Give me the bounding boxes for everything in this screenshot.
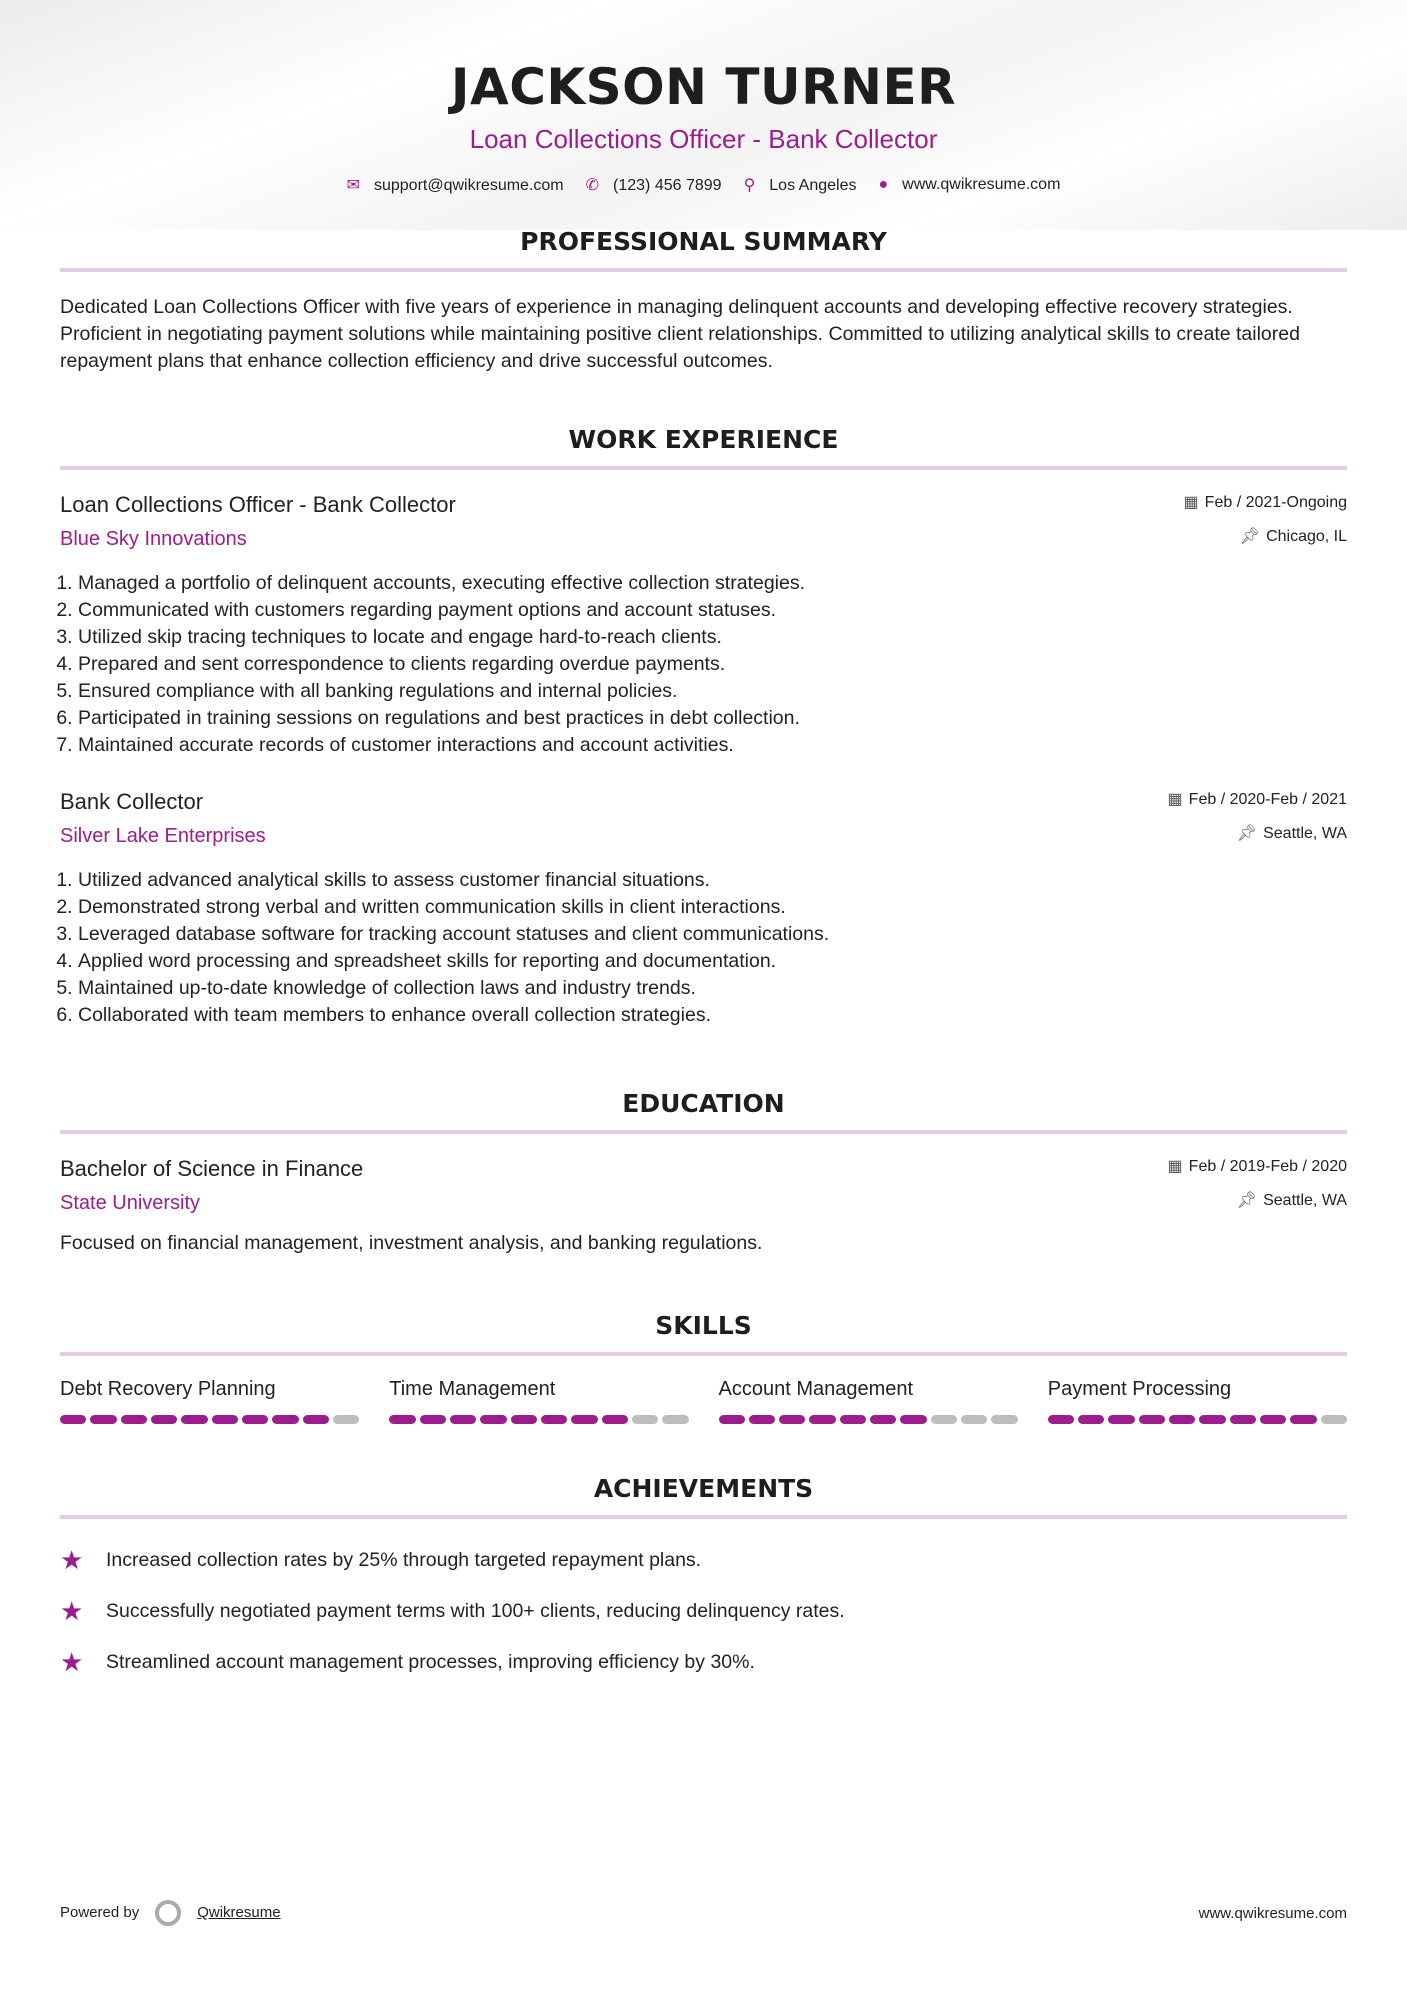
contact-email[interactable]: ✉ support@qwikresume.com <box>346 177 564 194</box>
job-duty: 3. Utilized skip tracing techniques to locate and engage hard-to-reach clients. <box>78 624 1347 651</box>
skill-level-segment <box>779 1415 805 1424</box>
job-title: Loan Collections Officer - Bank Collector <box>469 124 938 154</box>
skill-level-segment <box>870 1415 896 1424</box>
skill-level-segment <box>991 1415 1017 1424</box>
skill-item <box>1048 1378 1347 1424</box>
job-duty: 1. Managed a portfolio of delinquent accounts, executing effective collection strategies. <box>78 570 1347 597</box>
skill-level-segment <box>931 1415 957 1424</box>
skill-level-segment <box>1199 1415 1225 1424</box>
contact-phone[interactable]: ✆ (123) 456 7899 <box>585 177 722 194</box>
calendar-icon: ▦ <box>1183 494 1199 511</box>
skill-level-segment <box>749 1415 775 1424</box>
skill-level-segment <box>1108 1415 1134 1424</box>
job-duty: 2. Communicated with customers regarding payment options and account statuses. <box>78 597 1347 624</box>
job-duty: 3. Leveraged database software for tracking account statuses and client communications. <box>78 921 1347 948</box>
skill-level-segment <box>242 1415 268 1424</box>
footer <box>60 1900 1347 1926</box>
degree: Bachelor of Science in Finance <box>60 1156 364 1181</box>
map-marker-icon: ⚲ <box>743 177 756 194</box>
skill-level-segment <box>1169 1415 1195 1424</box>
skill-level-segment <box>389 1415 415 1424</box>
skill-level-segment <box>809 1415 835 1424</box>
company-name: Blue Sky Innovations <box>60 528 247 550</box>
skill-name: Debt Recovery Planning <box>60 1378 276 1400</box>
job-position: Loan Collections Officer - Bank Collector <box>60 492 456 517</box>
skill-level-segment <box>151 1415 177 1424</box>
section-title-skills: SKILLS <box>60 1311 1347 1356</box>
pin-icon: 📌︎ <box>1236 825 1258 842</box>
section-title-achievements: ACHIEVEMENTS <box>60 1474 1347 1519</box>
section-title-summary: PROFESSIONAL SUMMARY <box>60 227 1347 272</box>
skill-level-segment <box>511 1415 537 1424</box>
skill-level-segment <box>420 1415 446 1424</box>
pin-icon: 📌︎ <box>1236 1192 1258 1209</box>
company-name: Silver Lake Enterprises <box>60 825 266 847</box>
skill-level-segment <box>571 1415 597 1424</box>
summary-text: Dedicated Loan Collections Officer with five years of experience in managing delinquent accounts and developing effective recovery strategies. Proficient in negotiating payment solutions while maintaining positive client relationships. Committed to utilizing analytical skills to create tailored repayment plans that enhance collection efficiency and drive successful outcomes. <box>60 296 1300 372</box>
contact-location: ⚲ Los Angeles <box>743 177 857 194</box>
skill-level-segment <box>1321 1415 1347 1424</box>
powered-by-label: Powered by <box>60 1903 140 1921</box>
job-entry: Loan Collections Officer - Bank Collector Blue Sky Innovations ▦ Feb / 2021-Ongoing 📌︎ Chicago, IL 1. Managed a portfolio of delinquent accounts, executing effective collection strategies. 2. Communicated with customers regarding payment options and account statuses. 3. Utilized skip tracing techniques to locate and engage hard-to-reach clients. 4. Prepared and sent correspondence to clients regarding overdue payments. 5. Ensured compliance with all banking regulations and internal policies. 6. Participated in training sessions on regulations and best practices in debt collection. 7. Maintained accurate records of customer interactions and account activities. <box>60 492 1347 759</box>
skill-level-segment <box>1230 1415 1256 1424</box>
job-duty: 6. Participated in training sessions on regulations and best practices in debt collection. <box>78 705 1347 732</box>
skill-name: Time Management <box>389 1378 556 1400</box>
skill-level-segment <box>90 1415 116 1424</box>
job-duty: 1. Utilized advanced analytical skills to assess customer financial situations. <box>78 867 1347 894</box>
skill-level-segment <box>602 1415 628 1424</box>
skill-level-segment <box>1048 1415 1074 1424</box>
job-duty: 5. Maintained up-to-date knowledge of collection laws and industry trends. <box>78 975 1347 1002</box>
job-entry: Bank Collector Silver Lake Enterprises ▦ Feb / 2020-Feb / 2021 📌︎ Seattle, WA 1. Utilized advanced analytical skills to assess customer financial situations. 2. Demonstrated strong verbal and written communication skills in client interactions. 3. Leveraged database software for tracking account statuses and client communications. 4. Applied word processing and spreadsheet skills for reporting and documentation. 5. Maintained up-to-date knowledge of collection laws and industry trends. 6. Collaborated with team members to enhance overall collection strategies. <box>60 789 1347 1029</box>
skill-level-segment <box>1260 1415 1286 1424</box>
skill-level-segment <box>60 1415 86 1424</box>
candidate-name: JACKSON TURNER <box>450 58 957 116</box>
footer-website[interactable]: www.qwikresume.com <box>1198 1904 1347 1922</box>
job-duties <box>78 867 1347 1029</box>
job-duties <box>78 570 1347 759</box>
envelope-icon: ✉ <box>346 177 360 194</box>
skill-level-segment <box>333 1415 359 1424</box>
skill-level-segment <box>303 1415 329 1424</box>
school: State University <box>60 1192 201 1214</box>
skill-level-segment <box>181 1415 207 1424</box>
skill-item <box>60 1378 359 1424</box>
skills-list <box>60 1378 1347 1424</box>
achievements-list <box>60 1545 1347 1678</box>
star-icon: ★ <box>60 1545 84 1575</box>
skill-item <box>389 1378 688 1424</box>
skill-level-segment <box>1290 1415 1316 1424</box>
skill-level-segment <box>961 1415 987 1424</box>
education-description: Focused on financial management, investment analysis, and banking regulations. <box>60 1232 763 1254</box>
achievement-item: ★ Increased collection rates by 25% through targeted repayment plans. <box>60 1545 702 1575</box>
skill-level-segment <box>121 1415 147 1424</box>
skill-bar <box>60 1415 359 1424</box>
education-entry: Bachelor of Science in Finance State University ▦ Feb / 2019-Feb / 2020 📌︎ Seattle, WA Focused on financial management, investment analysis, and banking regulations. <box>60 1156 1347 1254</box>
skill-name: Payment Processing <box>1047 1378 1232 1400</box>
job-duty: 4. Applied word processing and spreadsheet skills for reporting and documentation. <box>78 948 1347 975</box>
skill-level-segment <box>272 1415 298 1424</box>
calendar-icon: ▦ <box>1167 1158 1183 1175</box>
job-position: Bank Collector <box>60 789 204 814</box>
brand-link[interactable]: Qwikresume <box>197 1903 281 1921</box>
achievement-item: ★ Successfully negotiated payment terms with 100+ clients, reducing delinquency rates. <box>60 1596 845 1626</box>
skill-item <box>719 1378 1018 1424</box>
skill-level-segment <box>1078 1415 1104 1424</box>
skill-name: Account Management <box>718 1378 914 1400</box>
job-duty: 7. Maintained accurate records of customer interactions and account activities. <box>78 732 1347 759</box>
globe-icon: ● <box>878 176 889 193</box>
skill-level-segment <box>719 1415 745 1424</box>
skill-level-segment <box>900 1415 926 1424</box>
skill-level-segment <box>1139 1415 1165 1424</box>
skill-level-segment <box>632 1415 658 1424</box>
contact-website[interactable]: ● www.qwikresume.com <box>878 176 1061 193</box>
contact-info <box>60 175 1347 195</box>
job-duty: 4. Prepared and sent correspondence to clients regarding overdue payments. <box>78 651 1347 678</box>
pin-icon: 📌︎ <box>1239 528 1261 545</box>
job-duty: 5. Ensured compliance with all banking regulations and internal policies. <box>78 678 1347 705</box>
achievement-item: ★ Streamlined account management processes, improving efficiency by 30%. <box>60 1647 755 1677</box>
job-duty: 2. Demonstrated strong verbal and written communication skills in client interactions. <box>78 894 1347 921</box>
skill-bar <box>1048 1415 1347 1424</box>
calendar-icon: ▦ <box>1167 791 1183 808</box>
section-title-work: WORK EXPERIENCE <box>60 425 1347 470</box>
skill-level-segment <box>840 1415 866 1424</box>
job-duty: 6. Collaborated with team members to enhance overall collection strategies. <box>78 1002 1347 1029</box>
skill-level-segment <box>662 1415 688 1424</box>
skill-level-segment <box>212 1415 238 1424</box>
skill-level-segment <box>450 1415 476 1424</box>
skill-level-segment <box>480 1415 506 1424</box>
skill-bar <box>389 1415 688 1424</box>
skill-level-segment <box>541 1415 567 1424</box>
star-icon: ★ <box>60 1647 84 1677</box>
phone-icon: ✆ <box>585 177 600 194</box>
qwikresume-logo-icon <box>155 1900 181 1926</box>
skill-bar <box>719 1415 1018 1424</box>
section-title-education: EDUCATION <box>60 1089 1347 1134</box>
star-icon: ★ <box>60 1596 84 1626</box>
